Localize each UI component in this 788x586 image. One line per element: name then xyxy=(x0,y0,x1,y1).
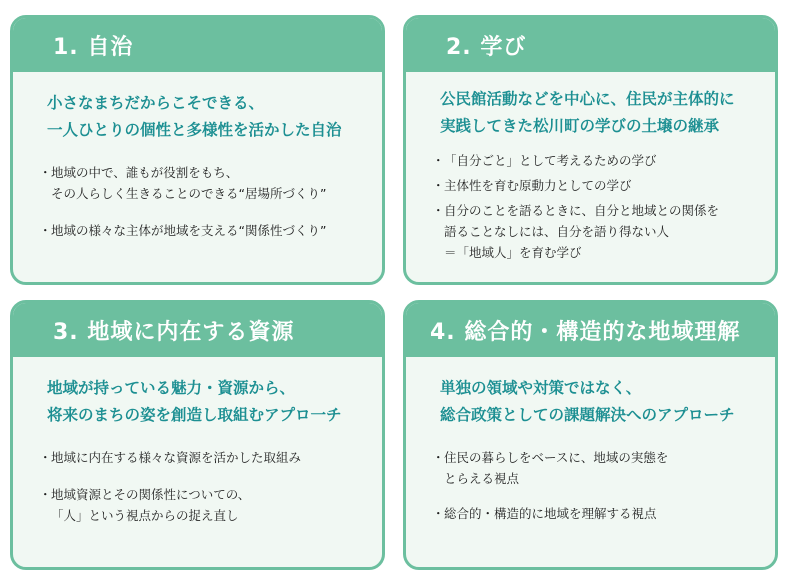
bullet-dot: ・ xyxy=(432,153,445,168)
bullet-item xyxy=(39,220,366,241)
bullet-dot: ・ xyxy=(39,450,52,465)
bullet-text: 語ることなしには、自分を語り得ない人 xyxy=(444,224,670,239)
bullet-text: 地域の中で、誰もが役割をもち、 xyxy=(51,165,239,180)
bullet-text: 住民の暮らしをベースに、地域の実態を xyxy=(444,450,669,465)
card-title: 2. 学び xyxy=(406,18,775,72)
bullet-dot: ・ xyxy=(432,506,445,521)
card-body xyxy=(13,357,382,526)
bullet-item xyxy=(432,447,759,489)
subtitle-line: 公民館活動などを中心に、住民が主体的に xyxy=(440,90,735,108)
card-chiiki-shigen xyxy=(10,300,385,570)
card-title: 3. 地域に内在する資源 xyxy=(13,303,382,357)
card-subtitle xyxy=(440,86,759,140)
bullet-text: 総合的・構造的に地域を理解する視点 xyxy=(444,506,657,521)
bullet-item xyxy=(432,200,759,263)
card-body xyxy=(406,357,775,524)
bullet-text: とらえる視点 xyxy=(444,471,520,486)
bullet-text: 地域資源とその関係性についての、 xyxy=(51,487,251,502)
card-body xyxy=(406,72,775,263)
subtitle-line: 地域が持っている魅力・資源から、 xyxy=(47,379,296,397)
card-jichi xyxy=(10,15,385,285)
bullet-dot: ・ xyxy=(39,165,52,180)
bullet-item xyxy=(432,175,759,196)
subtitle-line: 一人ひとりの個性と多様性を活かした自治 xyxy=(47,121,342,139)
subtitle-line: 総合政策としての課題解決へのアプローチ xyxy=(440,406,735,424)
bullet-text: 地域の様々な主体が地域を支える“関係性づくり” xyxy=(51,223,327,238)
bullet-item xyxy=(432,150,759,171)
card-title: 1. 自治 xyxy=(13,18,382,72)
card-body xyxy=(13,72,382,241)
bullet-dot: ・ xyxy=(432,203,445,218)
bullet-item xyxy=(432,503,759,524)
subtitle-line: 小さなまちだからこそできる、 xyxy=(47,94,265,112)
bullet-dot: ・ xyxy=(432,450,445,465)
bullet-text: 地域に内在する様々な資源を活かした取組み xyxy=(51,450,302,465)
bullet-dot: ・ xyxy=(39,487,52,502)
bullet-text: 自分のことを語るときに、自分と地域との関係を xyxy=(444,203,720,218)
bullet-text: ＝「地域人」を育む学び xyxy=(444,245,582,260)
card-subtitle xyxy=(47,90,366,144)
bullet-item xyxy=(39,162,366,204)
subtitle-line: 将来のまちの姿を創造し取組むアプロ一チ xyxy=(47,406,342,424)
bullet-text: その人らしく生きることのできる“居場所づくり” xyxy=(51,186,327,201)
bullet-dot: ・ xyxy=(432,178,445,193)
bullet-text: 主体性を育む原動力としての学び xyxy=(444,178,632,193)
card-subtitle xyxy=(47,375,366,429)
card-subtitle xyxy=(440,375,759,429)
bullet-item xyxy=(39,484,366,526)
bullet-dot: ・ xyxy=(39,223,52,238)
bullet-text: 「自分ごと」として考えるための学び xyxy=(444,153,657,168)
card-manabi xyxy=(403,15,778,285)
card-title: 4. 総合的・構造的な地域理解 xyxy=(406,303,775,357)
subtitle-line: 実践してきた松川町の学びの土壌の継承 xyxy=(440,117,720,135)
subtitle-line: 単独の領域や対策ではなく、 xyxy=(440,379,642,397)
bullet-text: 「人」という視点からの捉え直し xyxy=(51,508,239,523)
bullet-item xyxy=(39,447,366,468)
card-sogo-rikai xyxy=(403,300,778,570)
